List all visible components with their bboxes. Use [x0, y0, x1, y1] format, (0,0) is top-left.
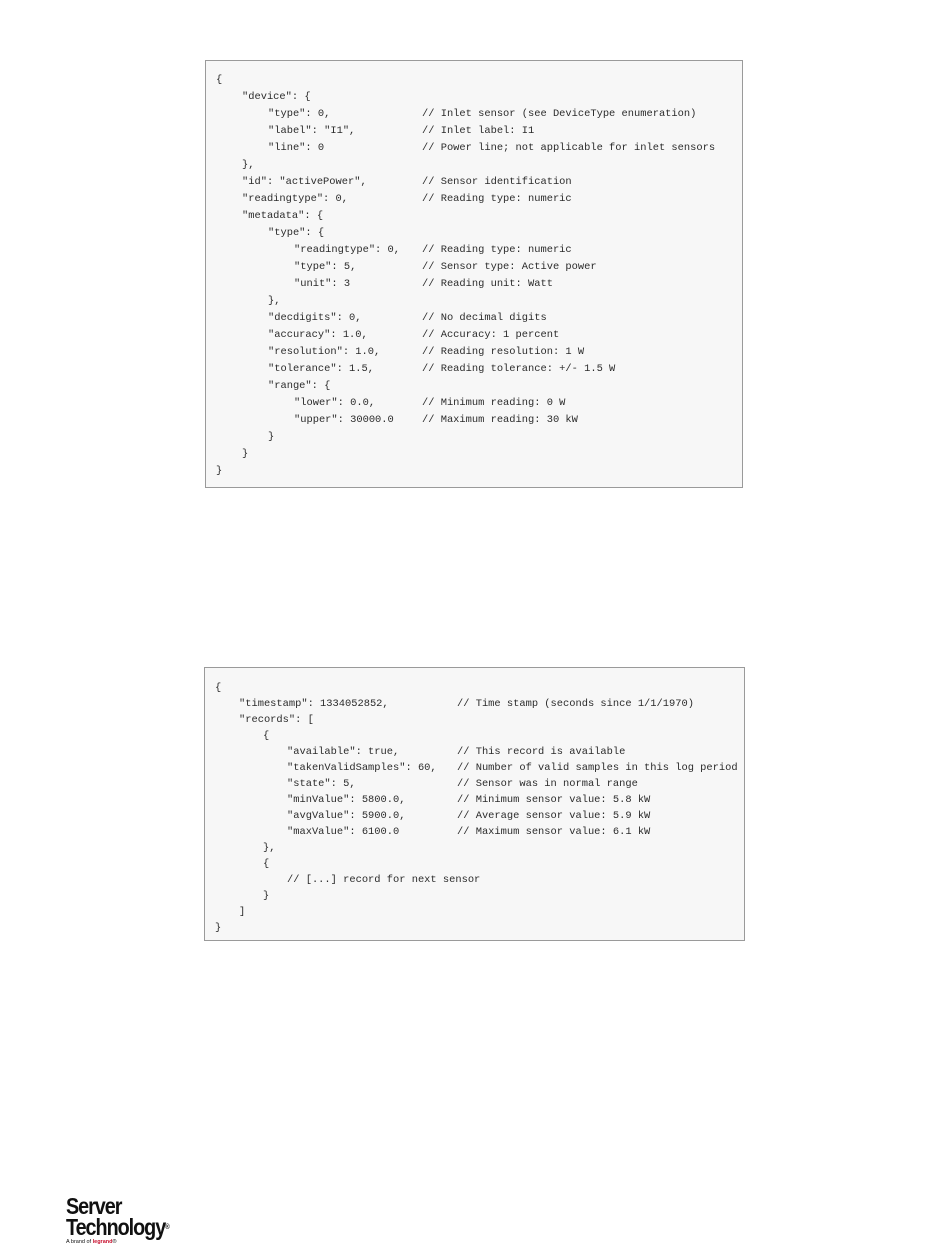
code-text: "readingtype": 0, — [294, 244, 401, 256]
code-text: }, — [242, 159, 255, 171]
code-line — [215, 776, 744, 792]
code-line — [216, 378, 742, 395]
code-line — [216, 157, 742, 174]
logo-line-2 — [66, 1214, 170, 1240]
code-line — [216, 446, 742, 463]
logo-tagline — [66, 1239, 186, 1246]
logo-line-2-text: Technology — [66, 1214, 166, 1240]
code-line — [216, 174, 742, 191]
code-comment: // Sensor was in normal range — [457, 778, 638, 790]
code-text: "resolution": 1.0, — [268, 346, 381, 358]
code-line — [215, 824, 744, 840]
code-block-sensor-metadata — [205, 60, 743, 488]
logo-tagline-prefix: A brand of — [66, 1239, 92, 1245]
logo-tagline-brand: legrand — [92, 1239, 113, 1245]
code-text: "maxValue": 6100.0 — [287, 826, 400, 838]
code-comment: // Reading type: numeric — [422, 193, 572, 205]
code-text: } — [268, 431, 275, 443]
code-text: "label": "I1", — [268, 125, 356, 137]
code-text: "records": [ — [239, 714, 314, 726]
code-line — [216, 242, 742, 259]
code-text: } — [216, 465, 223, 477]
code-text: { — [263, 858, 270, 870]
code-text: "upper": 30000.0 — [294, 414, 394, 426]
code-line — [216, 72, 742, 89]
code-line — [216, 89, 742, 106]
code-text: "line": 0 — [268, 142, 325, 154]
code-text: "unit": 3 — [294, 278, 351, 290]
code-text: "type": 5, — [294, 261, 357, 273]
code-text: "timestamp": 1334052852, — [239, 698, 389, 710]
code-line — [215, 728, 744, 744]
code-comment: // No decimal digits — [422, 312, 547, 324]
code-line — [216, 191, 742, 208]
logo-registered-mark: ® — [165, 1224, 170, 1231]
code-line — [216, 140, 742, 157]
code-text: "device": { — [242, 91, 311, 103]
code-line — [215, 872, 744, 888]
code-line — [216, 276, 742, 293]
code-comment: // Average sensor value: 5.9 kW — [457, 810, 651, 822]
code-text: "type": { — [268, 227, 325, 239]
code-line — [215, 808, 744, 824]
code-line — [216, 293, 742, 310]
code-comment: // Number of valid samples in this log period — [457, 762, 738, 774]
code-line — [216, 395, 742, 412]
code-comment: // Reading tolerance: +/- 1.5 W — [422, 363, 616, 375]
code-text: { — [215, 682, 222, 694]
code-text: }, — [268, 295, 281, 307]
code-line — [215, 920, 744, 936]
code-line — [216, 123, 742, 140]
code-text: "metadata": { — [242, 210, 324, 222]
code-line — [216, 429, 742, 446]
code-text: "state": 5, — [287, 778, 356, 790]
code-line — [216, 225, 742, 242]
code-text: "accuracy": 1.0, — [268, 329, 368, 341]
code-text: } — [215, 922, 222, 934]
code-comment: // Power line; not applicable for inlet sensors — [422, 142, 716, 154]
code-line — [215, 712, 744, 728]
code-line — [215, 760, 744, 776]
code-line — [216, 259, 742, 276]
code-line — [215, 904, 744, 920]
code-line — [216, 208, 742, 225]
code-text: "takenValidSamples": 60, — [287, 762, 437, 774]
code-line — [216, 463, 742, 480]
logo-line-1: Server — [66, 1193, 122, 1219]
code-text: "id": "activePower", — [242, 176, 367, 188]
logo-tagline-registered: ® — [112, 1239, 117, 1245]
code-text: }, — [263, 842, 276, 854]
code-line — [216, 327, 742, 344]
code-line — [216, 412, 742, 429]
code-text: "available": true, — [287, 746, 400, 758]
code-text: "tolerance": 1.5, — [268, 363, 375, 375]
code-comment: // Accuracy: 1 percent — [422, 329, 560, 341]
code-line — [216, 344, 742, 361]
code-line — [216, 106, 742, 123]
code-comment: // Sensor type: Active power — [422, 261, 597, 273]
code-text: "type": 0, — [268, 108, 331, 120]
code-text: "range": { — [268, 380, 331, 392]
code-line — [215, 744, 744, 760]
code-comment: // Minimum sensor value: 5.8 kW — [457, 794, 651, 806]
code-comment: // This record is available — [457, 746, 626, 758]
code-text: "readingtype": 0, — [242, 193, 349, 205]
code-line — [216, 361, 742, 378]
code-line — [215, 856, 744, 872]
code-text: } — [242, 448, 249, 460]
code-text: "minValue": 5800.0, — [287, 794, 406, 806]
code-comment: // Reading unit: Watt — [422, 278, 553, 290]
code-comment: // Maximum sensor value: 6.1 kW — [457, 826, 651, 838]
code-comment: // Minimum reading: 0 W — [422, 397, 566, 409]
code-line — [215, 680, 744, 696]
code-text: // [...] record for next sensor — [287, 874, 481, 886]
code-comment: // Sensor identification — [422, 176, 572, 188]
code-line — [216, 310, 742, 327]
code-text: } — [263, 890, 270, 902]
code-text: { — [263, 730, 270, 742]
code-line — [215, 792, 744, 808]
code-comment: // Maximum reading: 30 kW — [422, 414, 578, 426]
code-comment: // Time stamp (seconds since 1/1/1970) — [457, 698, 694, 710]
code-comment: // Reading resolution: 1 W — [422, 346, 585, 358]
code-comment: // Inlet label: I1 — [422, 125, 535, 137]
code-comment: // Reading type: numeric — [422, 244, 572, 256]
code-line — [215, 696, 744, 712]
code-line — [215, 888, 744, 904]
server-technology-logo — [66, 1193, 186, 1246]
code-text: "avgValue": 5900.0, — [287, 810, 406, 822]
code-block-log-records — [204, 667, 745, 941]
code-text: "decdigits": 0, — [268, 312, 362, 324]
code-comment: // Inlet sensor (see DeviceType enumeration) — [422, 108, 697, 120]
code-text: ] — [239, 906, 246, 918]
code-text: { — [216, 74, 223, 86]
code-line — [215, 840, 744, 856]
code-text: "lower": 0.0, — [294, 397, 376, 409]
